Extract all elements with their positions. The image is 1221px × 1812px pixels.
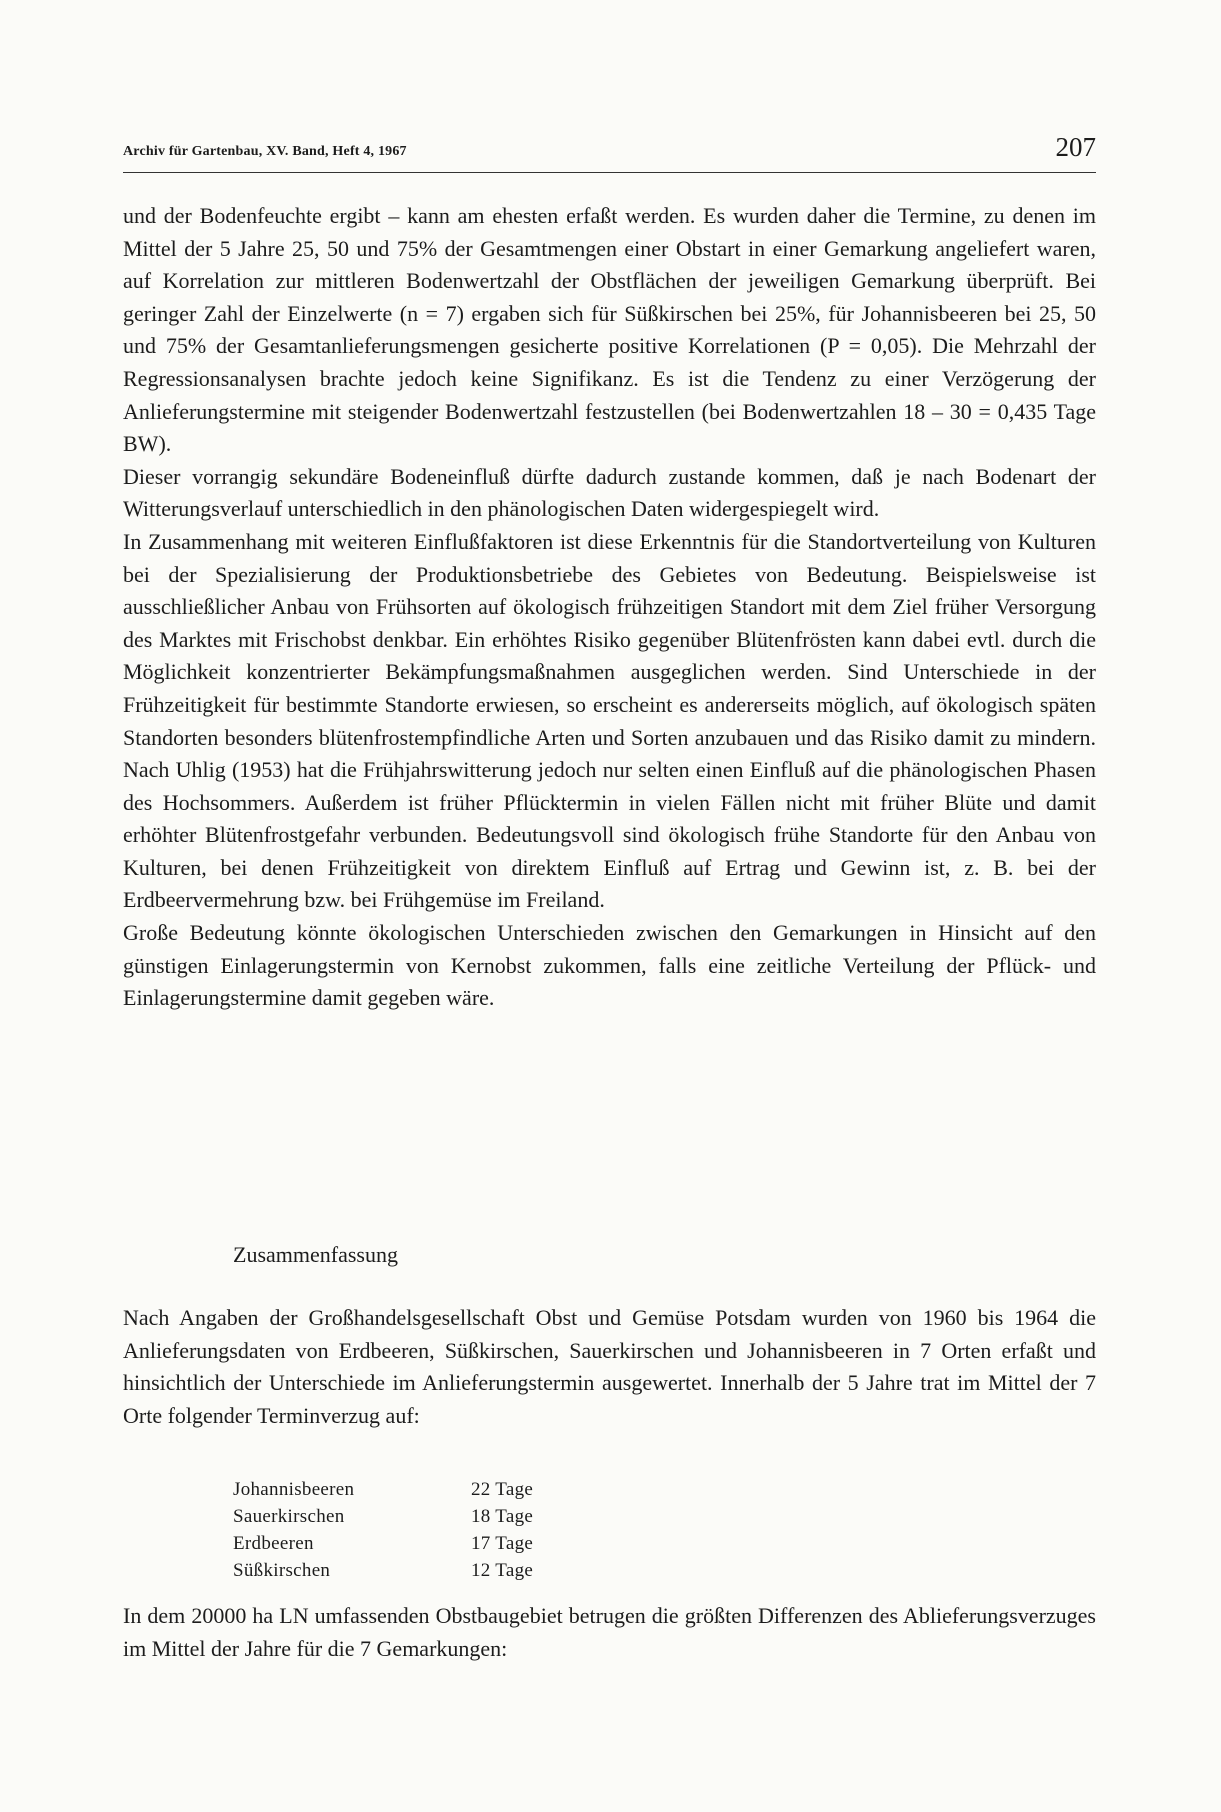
paragraph: In Zusammenhang mit weiteren Einflußfaktoren ist diese Erkenntnis für die Standortverteilung von Kulturen bei der Spezialisierung der Produktionsbetriebe des Gebietes von Bedeutung. Beispielsweise ist ausschließlicher Anbau von Frühsorten auf ökologisch frühzeitigen Standort mit dem Ziel früher Versorgung des Marktes mit Frischobst denkbar. Ein erhöhtes Risiko gegenüber Blütenfrösten kann dabei evtl. durch die Möglichkeit konzentrierter Bekämpfungsmaßnahmen ausgeglichen werden. Sind Unterschiede in der Frühzeitigkeit für bestimmte Standorte erwiesen, so erscheint es andererseits möglich, auf ökologisch späten Standorten besonders blütenfrostempfindliche Arten und Sorten anzubauen und das Risiko damit zu mindern. Nach Uhlig (1953) hat die Frühjahrswitterung jedoch nur selten einen Einfluß auf die phänologischen Phasen des Hochsommers. Außerdem ist früher Pflücktermin in vielen Fällen nicht mit früher Blüte und damit erhöhter Blütenfrostgefahr verbunden. Bedeutungsvoll sind ökologisch frühe Standorte für den Anbau von Kulturen, bei denen Frühzeitigkeit von direktem Einfluß auf Ertrag und Gewinn ist, z. B. bei der Erdbeervermehrung bzw. bei Frühgemüse im Freiland. xyxy=(123,528,1096,913)
table-row xyxy=(233,1476,533,1503)
page-header xyxy=(123,132,1096,173)
delay-value: 18 Tage xyxy=(471,1506,534,1527)
paragraph: Dieser vorrangig sekundäre Bodeneinfluß dürfte dadurch zustande kommen, daß je nach Bodenart der Witterungsverlauf unterschiedlich in den phänologischen Daten widergespiegelt wird. xyxy=(123,463,1096,522)
crop-name: Erdbeeren xyxy=(233,1533,314,1554)
paragraph: Nach Angaben der Großhandelsgesellschaft Obst und Gemüse Potsdam wurden von 1960 bis 1964 die Anlieferungsdaten von Erdbeeren, Süßkirschen, Sauerkirschen und Johannisbeeren in 7 Orten erfaßt und hinsichtlich der Unterschiede im Anlieferungstermin ausgewertet. Innerhalb der 5 Jahre trat im Mittel der 7 Orte folgender Terminverzug auf: xyxy=(123,1305,1096,1428)
crop-name: Süßkirschen xyxy=(233,1560,331,1581)
section-heading: Zusammenfassung xyxy=(233,1242,398,1267)
body-text xyxy=(123,200,1096,1015)
delay-value: 12 Tage xyxy=(471,1560,534,1581)
page-number: 207 xyxy=(1055,132,1096,162)
delay-value: 22 Tage xyxy=(471,1479,534,1500)
crop-name: Sauerkirschen xyxy=(233,1506,345,1527)
paragraph: und der Bodenfeuchte ergibt – kann am ehesten erfaßt werden. Es wurden daher die Termine, zu denen im Mittel der 5 Jahre 25, 50 und 75% der Gesamtmengen einer Obstart in einer Gemarkung angeliefert waren, auf Korrelation zur mittleren Bodenwertzahl der Obstflächen der jeweiligen Gemarkung überprüft. Bei geringer Zahl der Einzelwerte (n = 7) ergaben sich für Süßkirschen bei 25%, für Johannisbeeren bei 25, 50 und 75% der Gesamtanlieferungsmengen gesicherte positive Korrelationen (P = 0,05). Die Mehrzahl der Regressionsanalysen brachte jedoch keine Signifikanz. Es ist die Tendenz zu einer Verzögerung der Anlieferungstermine mit steigender Bodenwertzahl festzustellen (bei Bodenwertzahlen 18 – 30 = 0,435 Tage BW). xyxy=(123,203,1096,457)
table-row xyxy=(233,1557,533,1584)
running-head: Archiv für Gartenbau, XV. Band, Heft 4, 1967 xyxy=(123,144,407,159)
paragraph: In dem 20000 ha LN umfassenden Obstbaugebiet betrugen die größten Differenzen des Ablieferungsverzuges im Mittel der Jahre für die 7 Gemarkungen: xyxy=(123,1603,1096,1661)
summary-intro xyxy=(123,1302,1096,1432)
paragraph: Große Bedeutung könnte ökologischen Unterschieden zwischen den Gemarkungen in Hinsicht auf den günstigen Einlagerungstermin von Kernobst zukommen, falls eine zeitliche Verteilung der Pflück- und Einlagerungstermine damit gegeben wäre. xyxy=(123,920,1096,1011)
delay-value: 17 Tage xyxy=(471,1533,534,1554)
crop-name: Johannisbeeren xyxy=(233,1479,355,1500)
table-row xyxy=(233,1503,533,1530)
summary-outro xyxy=(123,1600,1096,1665)
delay-table xyxy=(233,1476,533,1584)
table-row xyxy=(233,1530,533,1557)
